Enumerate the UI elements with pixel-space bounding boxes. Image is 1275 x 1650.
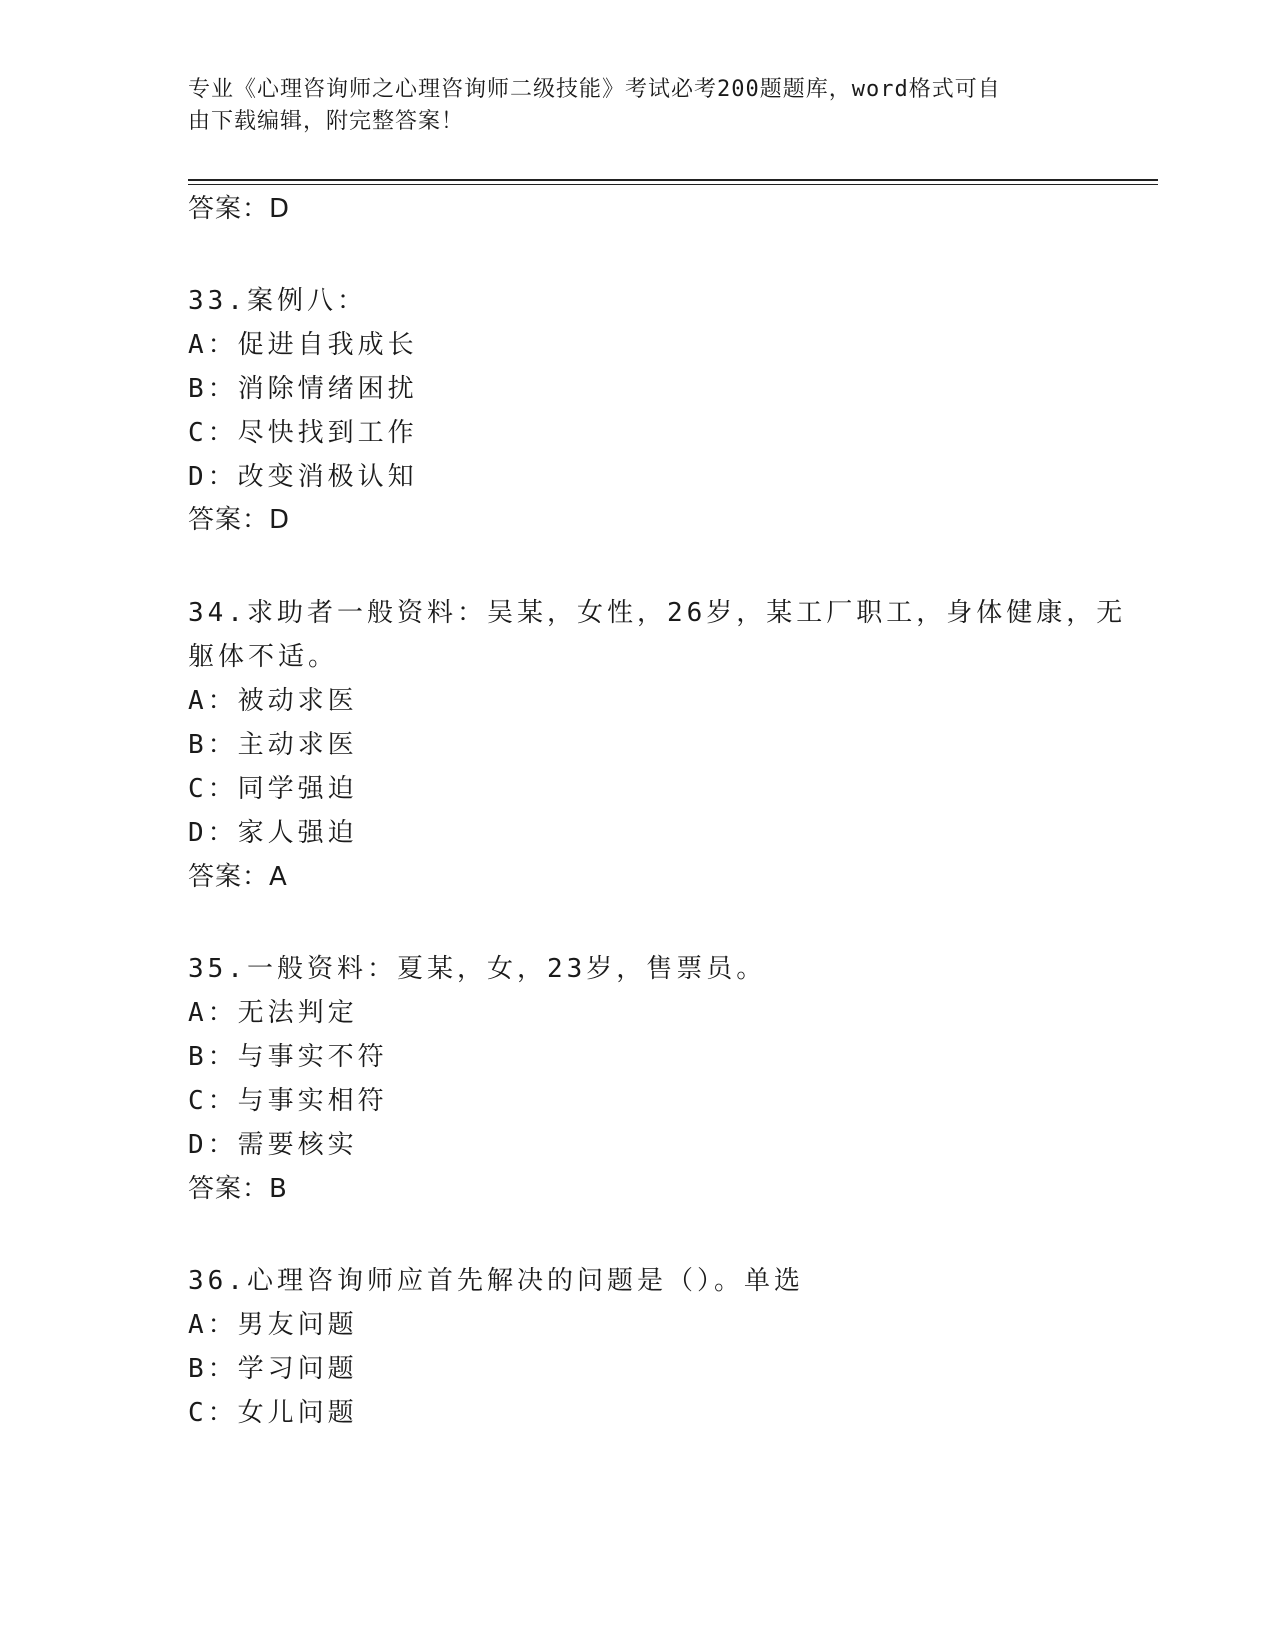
- header-line-2: 由下载编辑，附完整答案！: [188, 109, 465, 134]
- question-34-option-c: C：同学强迫: [188, 774, 358, 804]
- question-36-option-c: C：女儿问题: [188, 1398, 358, 1428]
- question-35-option-c: C：与事实相符: [188, 1086, 388, 1116]
- question-35-answer: 答案：B: [188, 1174, 288, 1204]
- question-36-option-b: B：学习问题: [188, 1354, 358, 1384]
- question-34-answer: 答案：A: [188, 862, 288, 892]
- question-33-option-d: D：改变消极认知: [188, 462, 418, 492]
- header-rule-thin: [188, 184, 1158, 185]
- question-35-option-d: D：需要核实: [188, 1130, 358, 1160]
- question-34-option-b: B：主动求医: [188, 730, 358, 760]
- question-33-answer: 答案：D: [188, 505, 291, 535]
- header-rule-thick: [188, 179, 1158, 181]
- question-33-option-c: C：尽快找到工作: [188, 418, 418, 448]
- question-33-option-b: B：消除情绪困扰: [188, 374, 418, 404]
- question-34-option-a: A：被动求医: [188, 686, 358, 716]
- document-header: [188, 74, 1068, 138]
- question-35-stem: 35.一般资料：夏某，女，23岁，售票员。: [188, 954, 767, 984]
- question-34-stem-line-1: 34.求助者一般资料：吴某，女性，26岁，某工厂职工，身体健康，无: [188, 598, 1127, 628]
- question-34-option-d: D：家人强迫: [188, 818, 358, 848]
- question-34-stem-line-2: 躯体不适。: [188, 642, 339, 672]
- question-36-stem: 36.心理咨询师应首先解决的问题是（）。单选: [188, 1266, 804, 1296]
- question-35-option-a: A：无法判定: [188, 998, 358, 1028]
- answer-top: 答案：D: [188, 194, 291, 224]
- question-33-stem: 33.案例八：: [188, 286, 367, 316]
- header-line-1: 专业《心理咨询师之心理咨询师二级技能》考试必考200题题库，word格式可自: [188, 77, 1001, 102]
- question-33-option-a: A：促进自我成长: [188, 330, 418, 360]
- question-36-option-a: A：男友问题: [188, 1310, 358, 1340]
- question-35-option-b: B：与事实不符: [188, 1042, 388, 1072]
